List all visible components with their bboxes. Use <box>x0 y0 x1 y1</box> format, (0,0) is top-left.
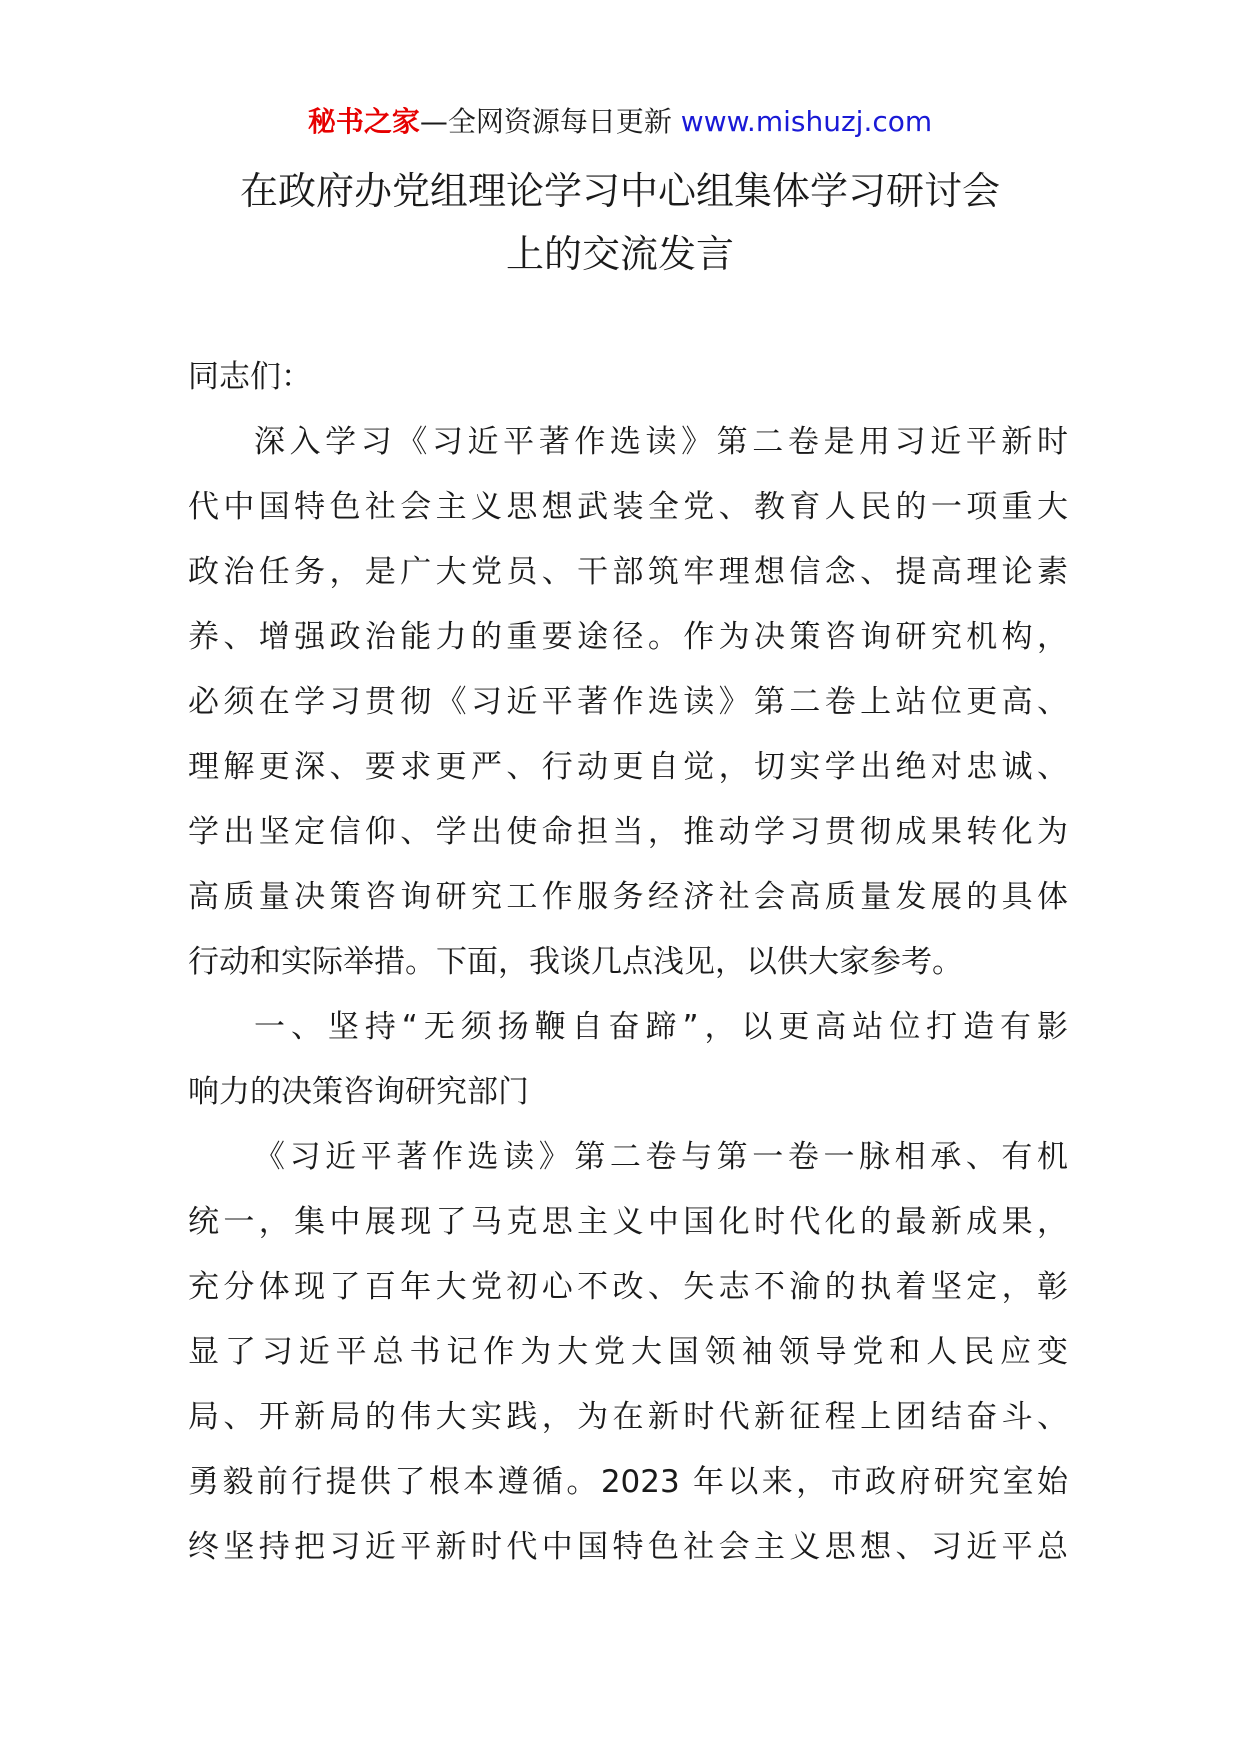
brand-name: 秘书之家 <box>307 105 420 138</box>
paragraph-line: 终坚持把习近平新时代中国特色社会主义思想、习近平总 <box>188 1529 1068 1565</box>
document-body <box>188 353 1068 1580</box>
title-line: 在政府办党组理论学习中心组集体学习研讨会 <box>239 169 1000 213</box>
paragraph-line: 勇毅前行提供了根本遵循。2023 年以来，市政府研究室始 <box>188 1464 1068 1500</box>
paragraph-line: 统一，集中展现了马克思主义中国化时代化的最新成果， <box>188 1204 1068 1240</box>
paragraph-line: 养、增强政治能力的重要途径。作为决策咨询研究机构， <box>188 619 1068 655</box>
paragraph-line: 必须在学习贯彻《习近平著作选读》第二卷上站位更高、 <box>188 684 1068 720</box>
title-line: 上的交流发言 <box>505 232 734 276</box>
section-heading-line: 响力的决策咨询研究部门 <box>188 1074 529 1110</box>
document-title <box>150 160 1090 286</box>
paragraph-line: 《习近平著作选读》第二卷与第一卷一脉相承、有机 <box>254 1139 1068 1175</box>
site-url-link[interactable]: www.mishuzj.com <box>680 105 933 138</box>
paragraph-line: 学出坚定信仰、学出使命担当，推动学习贯彻成果转化为 <box>188 814 1068 850</box>
banner-tagline: —全网资源每日更新 <box>419 105 672 138</box>
paragraph-line: 政治任务，是广大党员、干部筑牢理想信念、提高理论素 <box>188 554 1068 590</box>
paragraph-line: 显了习近平总书记作为大党大国领袖领导党和人民应变 <box>188 1334 1068 1370</box>
paragraph-line: 局、开新局的伟大实践，为在新时代新征程上团结奋斗、 <box>188 1399 1068 1435</box>
site-banner <box>0 102 1240 142</box>
paragraph-line: 代中国特色社会主义思想武装全党、教育人民的一项重大 <box>188 489 1068 525</box>
greeting: 同志们： <box>188 359 312 395</box>
paragraph-line: 深入学习《习近平著作选读》第二卷是用习近平新时 <box>254 424 1068 460</box>
section-heading-line: 一、坚持“无须扬鞭自奋蹄”，以更高站位打造有影 <box>254 1009 1068 1045</box>
paragraph-line: 理解更深、要求更严、行动更自觉，切实学出绝对忠诚、 <box>188 749 1068 785</box>
paragraph-line: 行动和实际举措。下面，我谈几点浅见，以供大家参考。 <box>188 944 963 980</box>
paragraph-line: 充分体现了百年大党初心不改、矢志不渝的执着坚定，彰 <box>188 1269 1068 1305</box>
paragraph-line: 高质量决策咨询研究工作服务经济社会高质量发展的具体 <box>188 879 1068 915</box>
